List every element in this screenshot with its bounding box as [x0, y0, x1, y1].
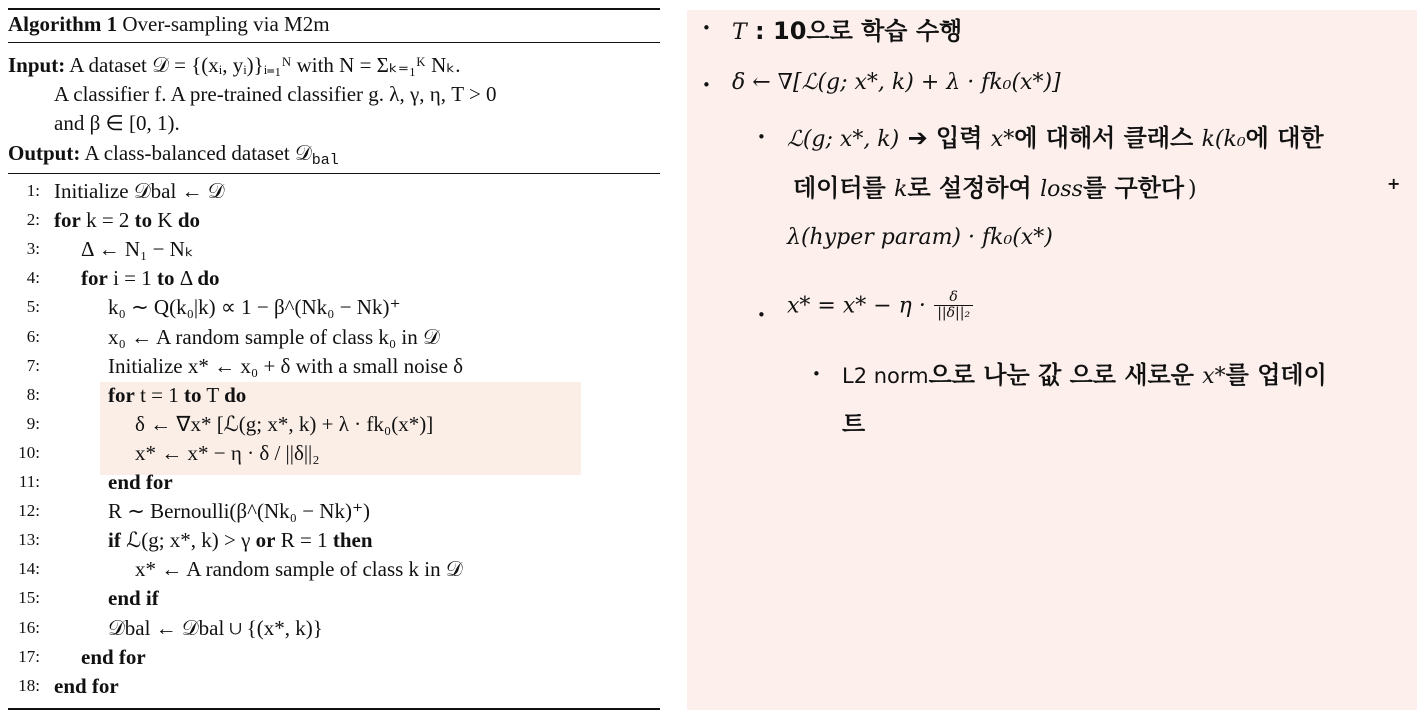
note-text: 로 설정하여 — [907, 174, 1041, 202]
line-number: 10: — [18, 442, 40, 462]
line-code: end for — [81, 644, 146, 669]
input-line-3-row — [54, 111, 180, 136]
line-number: 12: — [18, 501, 40, 521]
math-k: k(k₀ — [1201, 127, 1246, 152]
bullet: • — [757, 128, 766, 146]
note-loss-explanation — [787, 118, 1324, 153]
algorithm-title — [8, 12, 330, 37]
line-number: 14: — [18, 559, 40, 579]
line-code: end for — [108, 470, 173, 494]
line-code: R ∼ Bernoulli(β^(Nk₀ − Nk)⁺) — [108, 499, 371, 524]
input-line-2-row — [54, 82, 497, 107]
line-number: 16: — [18, 617, 40, 637]
math-delta-update: δ ← ∇[ℒ(g; x*, k) + λ · fk₀(x*)] — [732, 70, 1061, 95]
note-xstar-update — [787, 290, 973, 321]
math-lambda-term: λ(hyper param) · fk₀(x*) — [787, 225, 1053, 250]
note-text: 입력 — [927, 124, 991, 152]
math-k: k — [894, 177, 908, 202]
line-number: 11: — [18, 472, 40, 491]
top-rule — [8, 8, 660, 10]
line-code: x* ← x* − η · δ / ||δ||₂ — [135, 440, 320, 465]
line-code: Initialize 𝒟bal ← 𝒟 — [54, 179, 225, 203]
line-number: 18: — [18, 675, 40, 695]
line-code: for t = 1 to T do — [108, 382, 247, 407]
line-number: 1: — [26, 181, 40, 200]
note-text: 를 구한다 — [1082, 174, 1185, 202]
note-text: 에 대해서 클래스 — [1014, 124, 1202, 152]
line-code: x₀ ← A random sample of class k₀ in 𝒟 — [108, 324, 440, 349]
line-code: end if — [108, 586, 159, 611]
line-number: 9: — [26, 413, 40, 433]
line-code: for k = 2 to K do — [54, 208, 201, 233]
note-lambda-term — [787, 222, 1053, 250]
note-text: 데이터를 — [793, 174, 895, 202]
bullet: • — [812, 365, 821, 383]
fraction — [934, 290, 973, 321]
note-text: 으로 나눈 값 으로 새로운 — [928, 361, 1203, 389]
line-code: Δ ← N₁ − Nₖ — [81, 237, 194, 262]
line-number: 3: — [26, 239, 40, 259]
input-block — [8, 53, 460, 78]
note-iterations — [732, 11, 962, 46]
fraction-denominator: ||δ||₂ — [937, 305, 971, 321]
line-number: 2: — [26, 210, 40, 230]
line-number: 7: — [26, 355, 40, 375]
note-text: L2 norm — [842, 364, 929, 388]
output-subscript: bal — [311, 152, 339, 169]
line-code: Initialize x* ← x₀ + δ with a small noise δ — [108, 353, 464, 378]
output-label: Output: — [8, 141, 81, 165]
math-xstar: x* — [1202, 364, 1226, 389]
line-number: 13: — [18, 530, 40, 550]
line-code: δ ← ∇x* [ℒ(g; x*, k) + λ · fk₀(x*)] — [135, 411, 434, 436]
line-code: for i = 1 to Δ do — [81, 266, 220, 291]
output-text: A class-balanced dataset 𝒟 — [84, 141, 312, 165]
note-l2-norm-line2 — [842, 404, 865, 439]
bullet: • — [702, 19, 711, 37]
input-label: Input: — [8, 53, 66, 77]
line-code: 𝒟bal ← 𝒟bal ∪ {(x*, k)} — [108, 615, 323, 640]
bullet: • — [757, 306, 766, 324]
fraction-numerator: δ — [934, 290, 973, 306]
input-line-2: A classifier f. A pre-trained classifier g. λ, γ, η, T > 0 — [54, 82, 497, 106]
note-text: 에 대한 — [1245, 124, 1324, 152]
math-xstar: x* — [990, 127, 1015, 152]
algorithm-name: Over-sampling via M2m — [122, 12, 330, 36]
plus-sign: + — [1387, 174, 1401, 193]
line-number: 17: — [18, 646, 40, 666]
title-rule — [8, 42, 660, 43]
math-loss-word: loss — [1040, 177, 1083, 202]
line-number: 5: — [26, 297, 40, 317]
input-line-1: A dataset 𝒟 = {(xᵢ, yᵢ)}ᵢ₌₁ᴺ with N = Σₖ₌₁ᴷ Nₖ. — [69, 53, 461, 77]
note-text: 를 업데이 — [1225, 361, 1327, 389]
arrow-icon: ➔ — [907, 124, 928, 152]
line-number: 15: — [18, 588, 40, 608]
line-code: if ℒ(g; x*, k) > γ or R = 1 then — [108, 528, 373, 553]
bottom-rule — [8, 708, 660, 710]
math-xstar-update: x* = x* − η · — [787, 293, 926, 319]
algorithm-box — [0, 0, 670, 717]
note-l2-norm — [842, 355, 1327, 390]
note-delta-formula — [732, 67, 1061, 95]
bullet: • — [702, 76, 711, 94]
line-code: end for — [54, 673, 119, 698]
line-number: 4: — [26, 268, 40, 288]
paren: ) — [1188, 177, 1197, 202]
header-rule — [8, 173, 660, 174]
note-iterations-text: : 10으로 학습 수행 — [746, 17, 963, 45]
note-text: 트 — [842, 410, 866, 438]
line-number: 6: — [26, 326, 40, 346]
line-number: 8: — [26, 384, 40, 404]
math-loss: ℒ(g; x*, k) — [787, 127, 900, 152]
line-code: x* ← A random sample of class k in 𝒟 — [135, 557, 463, 582]
output-block — [8, 141, 339, 169]
math-T: T — [732, 20, 747, 45]
input-line-3: and β ∈ [0, 1). — [54, 111, 180, 135]
note-loss-explanation-line2 — [793, 168, 1197, 203]
line-code: k₀ ∼ Q(k₀|k) ∝ 1 − β^(Nk₀ − Nk)⁺ — [108, 295, 401, 320]
algorithm-number: Algorithm 1 — [8, 12, 118, 36]
